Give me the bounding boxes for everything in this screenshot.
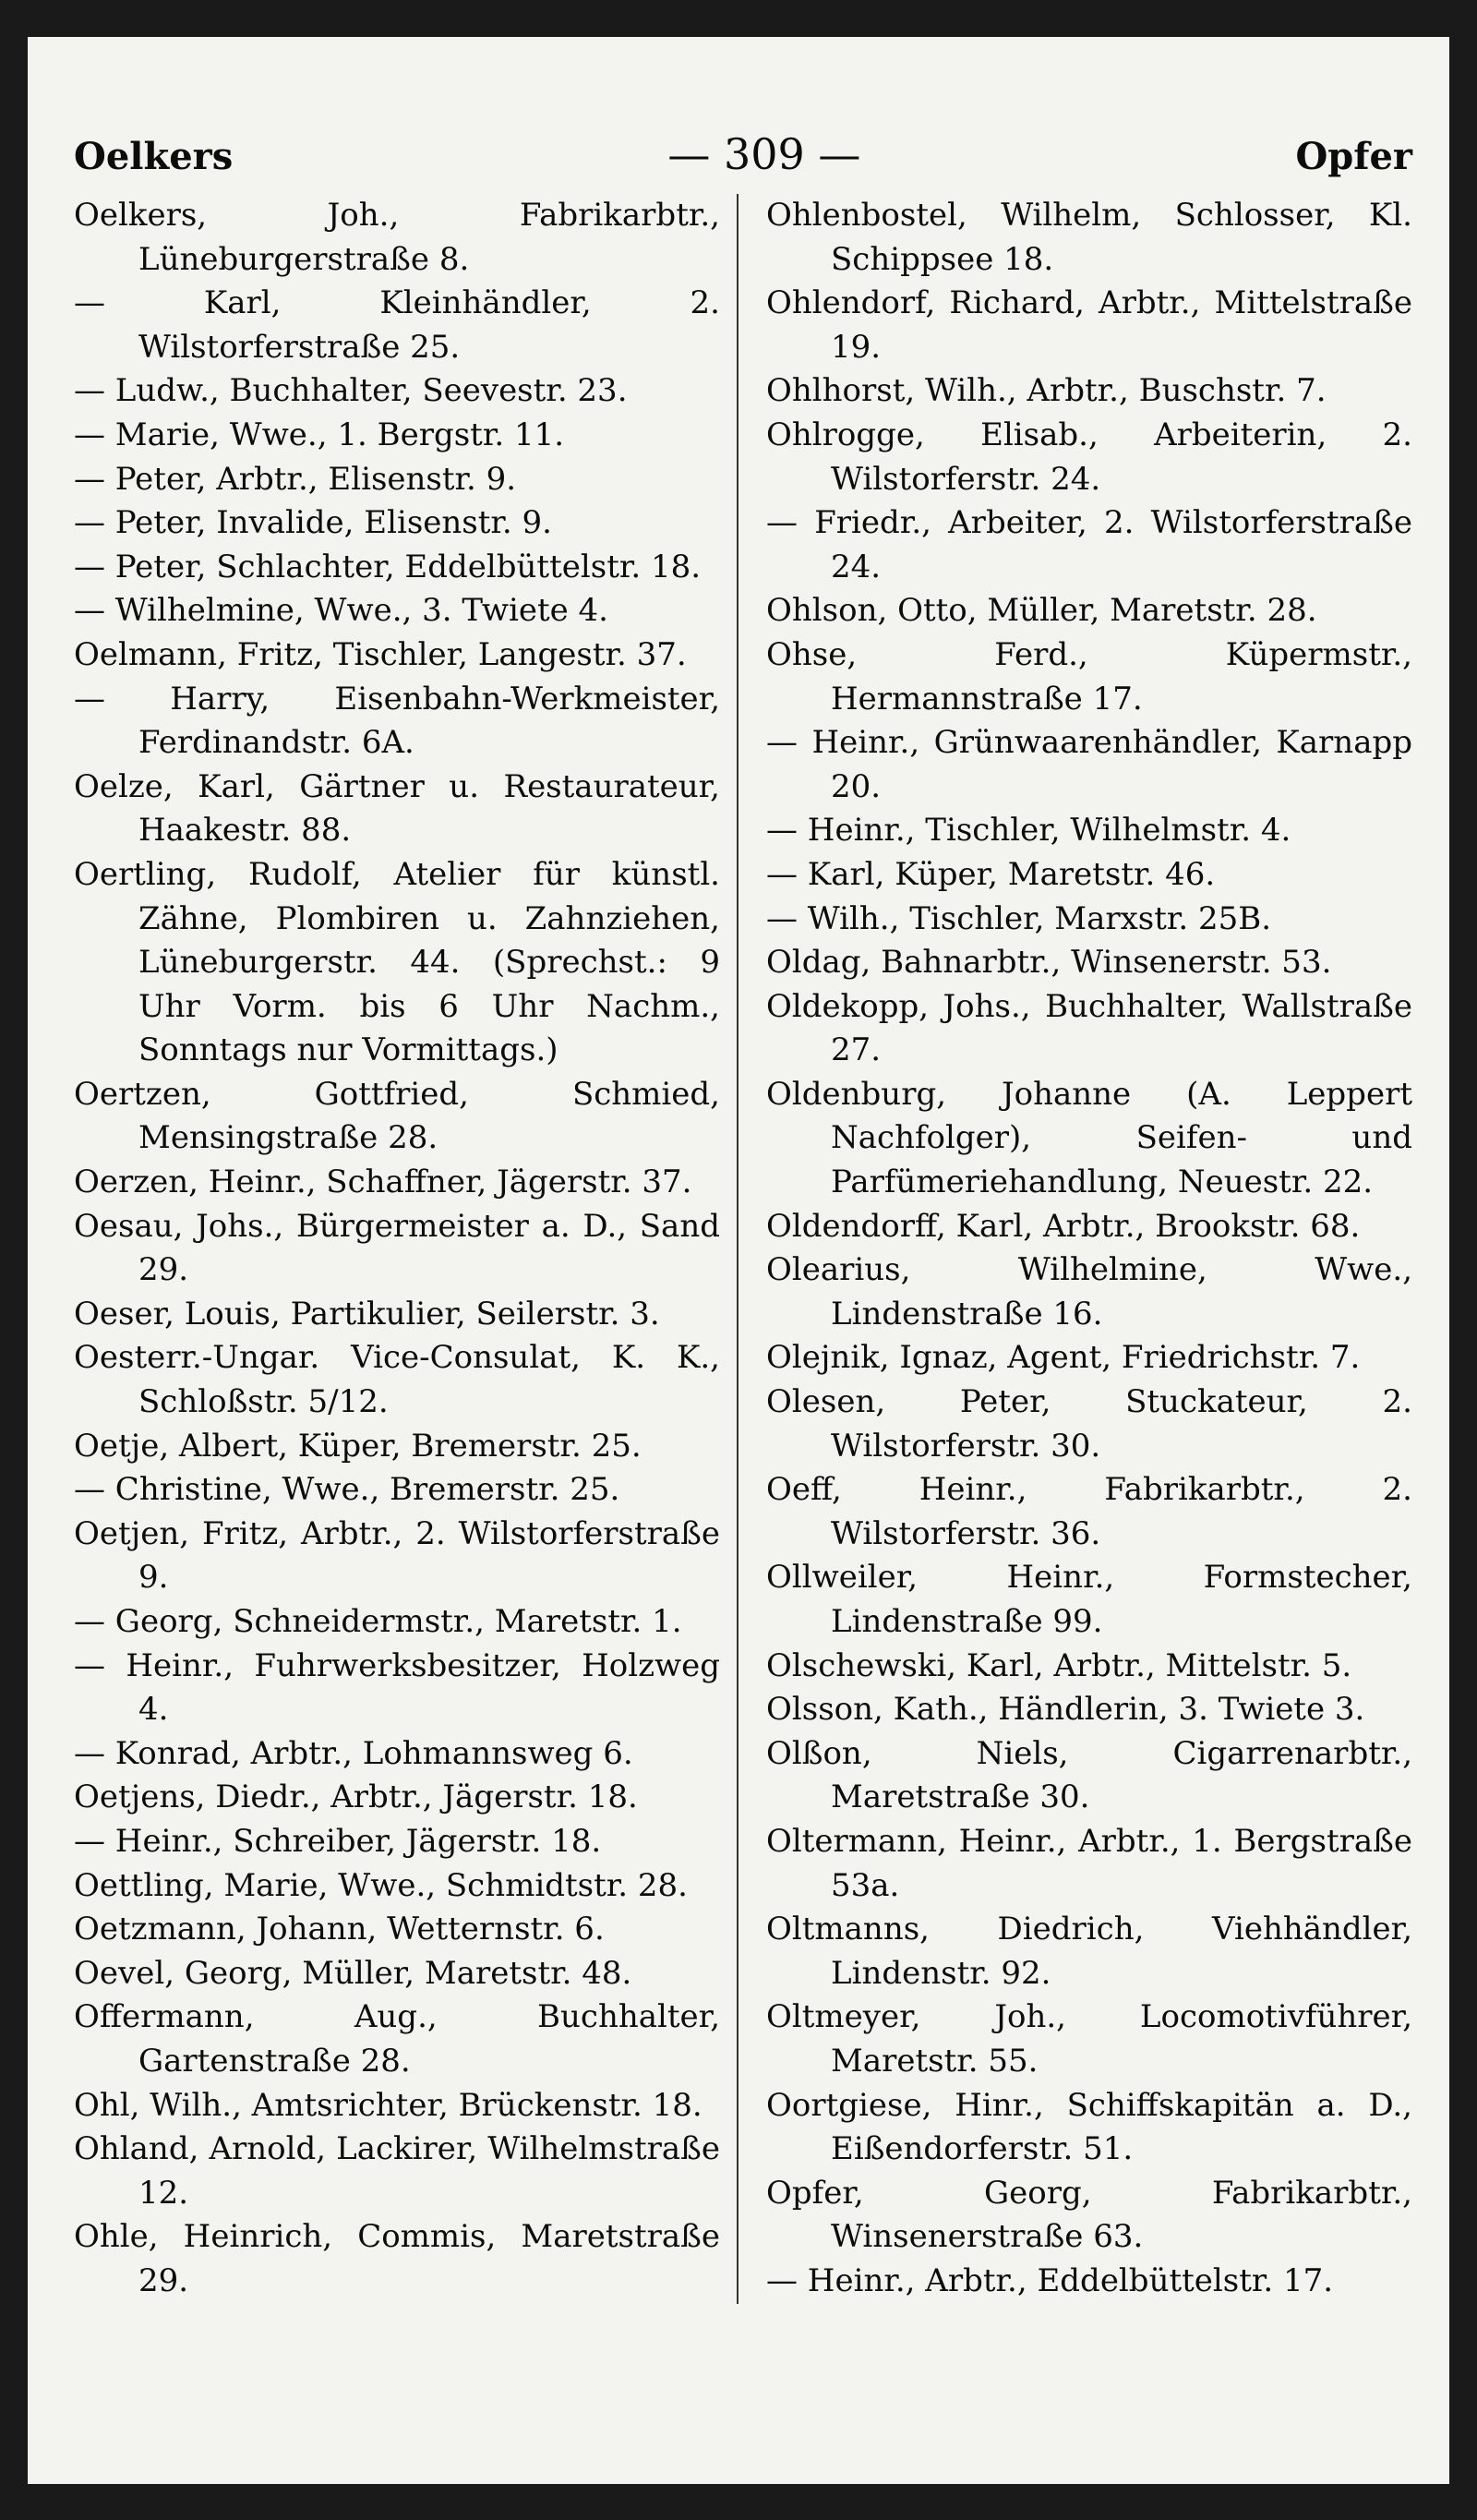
directory-entry: Ollweiler, Heinr., Formstecher, Lindenstraße 99. xyxy=(766,1559,1412,1640)
directory-entry: Olsson, Kath., Händlerin, 3. Twiete 3. xyxy=(766,1691,1365,1729)
directory-entry: Oltermann, Heinr., Arbtr., 1. Bergstraße 53a. xyxy=(766,1822,1412,1904)
directory-entry: Oldendorff, Karl, Arbtr., Brookstr. 68. xyxy=(766,1207,1361,1245)
directory-entry: Oeff, Heinr., Fabrikarbtr., 2. Wilstorferstr. 36. xyxy=(766,1471,1412,1552)
directory-entry: Oetjens, Diedr., Arbtr., Jägerstr. 18. xyxy=(74,1778,638,1816)
directory-entry: — Konrad, Arbtr., Lohmannsweg 6. xyxy=(74,1734,633,1772)
directory-entry: Ohle, Heinrich, Commis, Maretstraße 29. xyxy=(74,2218,720,2299)
left-column xyxy=(74,194,738,2304)
directory-entry: Olesen, Peter, Stuckateur, 2. Wilstorferstr. 30. xyxy=(766,1383,1412,1465)
directory-entry: — Heinr., Grünwaarenhändler, Karnapp 20. xyxy=(766,724,1412,805)
directory-entry: Olearius, Wilhelmine, Wwe., Lindenstraße 16. xyxy=(766,1251,1412,1332)
directory-entry: — Wilh., Tischler, Marxstr. 25B. xyxy=(766,899,1272,937)
directory-entry: — Friedr., Arbeiter, 2. Wilstorferstraße 24. xyxy=(766,504,1412,585)
directory-entry: Oettling, Marie, Wwe., Schmidtstr. 28. xyxy=(74,1866,688,1904)
directory-entry: Oertzen, Gottfried, Schmied, Mensingstraße 28. xyxy=(74,1075,720,1157)
directory-entry: — Peter, Schlachter, Eddelbüttelstr. 18. xyxy=(74,548,702,585)
directory-entry: Ohlson, Otto, Müller, Maretstr. 28. xyxy=(766,592,1317,630)
directory-entry: — Harry, Eisenbahn-Werkmeister, Ferdinandstr. 6A. xyxy=(74,680,720,762)
running-head xyxy=(74,129,1412,179)
directory-entry: — Ludw., Buchhalter, Seevestr. 23. xyxy=(74,372,628,410)
page-number: — 309 — xyxy=(667,129,861,179)
directory-entry: Oevel, Georg, Müller, Maretstr. 48. xyxy=(74,1954,632,1992)
directory-entry: Ohland, Arnold, Lackirer, Wilhelmstraße 12. xyxy=(74,2130,720,2212)
directory-entry: Ohlenbostel, Wilhelm, Schlosser, Kl. Schippsee 18. xyxy=(766,197,1412,278)
directory-entry: Olejnik, Ignaz, Agent, Friedrichstr. 7. xyxy=(766,1339,1361,1377)
directory-entry: Oelkers, Joh., Fabrikarbtr., Lüneburgerstraße 8. xyxy=(74,197,720,278)
directory-entry: Olßon, Niels, Cigarrenarbtr., Maretstraße 30. xyxy=(766,1734,1412,1816)
directory-entry: Ohl, Wilh., Amtsrichter, Brückenstr. 18. xyxy=(74,2086,702,2124)
directory-entry: Opfer, Georg, Fabrikarbtr., Winsenerstraße 63. xyxy=(766,2174,1412,2256)
directory-entry: Oetjen, Fritz, Arbtr., 2. Wilstorferstraße 9. xyxy=(74,1514,720,1597)
header-right-keyword: Opfer xyxy=(1295,135,1412,178)
directory-entry: Oetje, Albert, Küper, Bremerstr. 25. xyxy=(74,1427,642,1465)
directory-entry: Ohlendorf, Richard, Arbtr., Mittelstraße 19. xyxy=(766,284,1412,366)
directory-entry: — Karl, Kleinhändler, 2. Wilstorferstraße 25. xyxy=(74,284,720,366)
directory-entry: — Wilhelmine, Wwe., 3. Twiete 4. xyxy=(74,592,608,630)
directory-entry: Oldag, Bahnarbtr., Winsenerstr. 53. xyxy=(766,944,1332,982)
directory-entry: Oelze, Karl, Gärtner u. Restaurateur, Haakestr. 88. xyxy=(74,767,720,850)
directory-entry: — Georg, Schneidermstr., Maretstr. 1. xyxy=(74,1603,682,1640)
directory-entry: Olschewski, Karl, Arbtr., Mittelstr. 5. xyxy=(766,1646,1352,1684)
entry-columns xyxy=(74,194,1412,2304)
directory-entry: Oldekopp, Johs., Buchhalter, Wallstraße 27. xyxy=(766,987,1412,1069)
directory-entry: Oertling, Rudolf, Atelier für künstl. Zähne, Plombiren u. Zahnziehen, Lüneburgerstr. 44. (Sprechst.: 9 Uhr Vorm. bis 6 Uhr Nachm., Sonntags nur Vormittags.) xyxy=(74,855,720,1069)
directory-entry: Oeser, Louis, Partikulier, Seilerstr. 3. xyxy=(74,1295,660,1332)
directory-entry: Oltmanns, Diedrich, Viehhändler, Lindenstr. 92. xyxy=(766,1911,1412,1992)
directory-entry: — Heinr., Schreiber, Jägerstr. 18. xyxy=(74,1822,602,1860)
directory-entry: Oerzen, Heinr., Schaffner, Jägerstr. 37. xyxy=(74,1164,692,1201)
directory-entry: — Christine, Wwe., Bremerstr. 25. xyxy=(74,1471,620,1509)
directory-entry: Oortgiese, Hinr., Schiffskapitän a. D., Eißendorferstr. 51. xyxy=(766,2086,1412,2168)
directory-entry: Oelmann, Fritz, Tischler, Langestr. 37. xyxy=(74,635,687,673)
directory-entry: — Heinr., Fuhrwerksbesitzer, Holzweg 4. xyxy=(74,1646,720,1729)
directory-entry: — Heinr., Arbtr., Eddelbüttelstr. 17. xyxy=(766,2261,1334,2299)
directory-entry: Oldenburg, Johanne (A. Leppert Nachfolger), Seifen- und Parfümeriehandlung, Neuestr. 22. xyxy=(766,1075,1412,1201)
directory-entry: Oetzmann, Johann, Wetternstr. 6. xyxy=(74,1911,605,1948)
right-column xyxy=(766,194,1412,2304)
directory-entry: Ohlrogge, Elisab., Arbeiterin, 2. Wilstorferstr. 24. xyxy=(766,416,1412,498)
directory-entry: Ohse, Ferd., Küpermstr., Hermannstraße 17. xyxy=(766,635,1412,717)
directory-entry: — Heinr., Tischler, Wilhelmstr. 4. xyxy=(766,812,1291,850)
directory-entry: Oltmeyer, Joh., Locomotivführer, Maretstr. 55. xyxy=(766,1998,1412,2080)
directory-entry: — Marie, Wwe., 1. Bergstr. 11. xyxy=(74,416,565,453)
directory-entry: Oesterr.-Ungar. Vice-Consulat, K. K., Schloßstr. 5/12. xyxy=(74,1339,720,1421)
directory-entry: Offermann, Aug., Buchhalter, Gartenstraße 28. xyxy=(74,1998,720,2080)
directory-entry: Oesau, Johs., Bürgermeister a. D., Sand 29. xyxy=(74,1207,720,1289)
directory-entry: — Peter, Invalide, Elisenstr. 9. xyxy=(74,504,552,542)
header-left-keyword: Oelkers xyxy=(74,135,234,178)
directory-entry: — Peter, Arbtr., Elisenstr. 9. xyxy=(74,460,517,498)
directory-page xyxy=(28,37,1449,2484)
directory-entry: — Karl, Küper, Maretstr. 46. xyxy=(766,855,1216,893)
directory-entry: Ohlhorst, Wilh., Arbtr., Buschstr. 7. xyxy=(766,372,1327,410)
